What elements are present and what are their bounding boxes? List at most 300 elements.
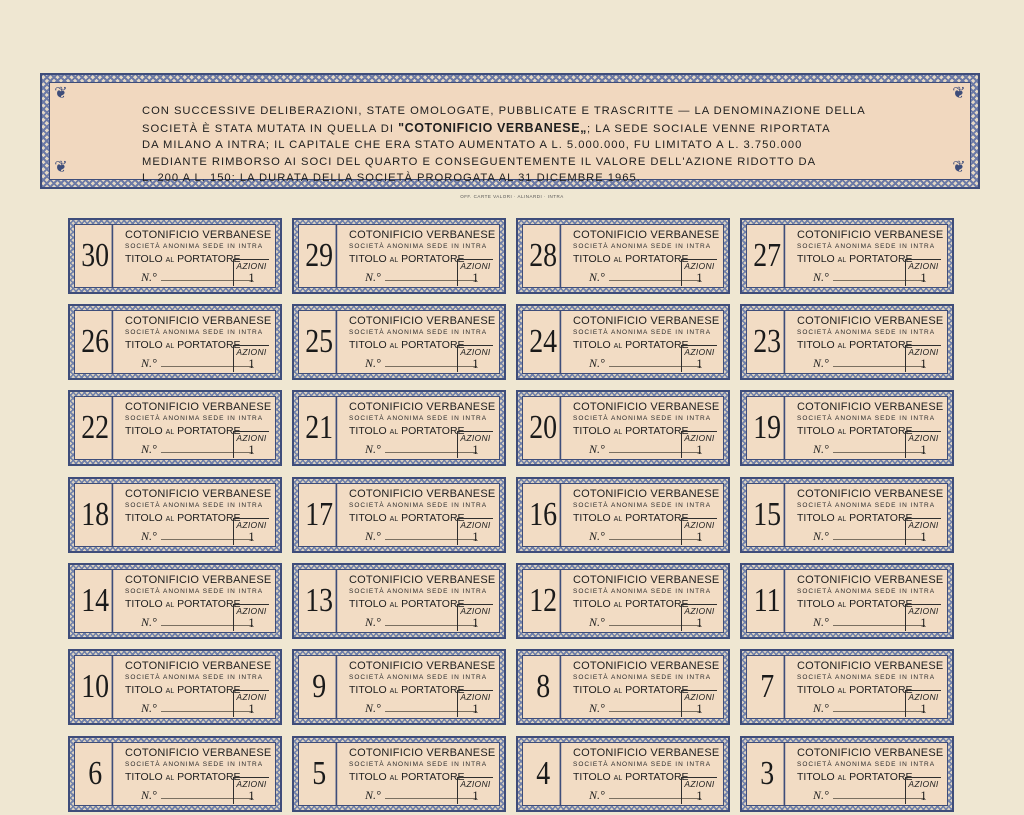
coupon-number-label: N.° [589,788,605,802]
coupon-shares-label: AZIONI [236,779,267,789]
coupon-number-label: N.° [813,529,829,543]
coupon-body [746,569,948,633]
coupon-portatore: PORTATORE [849,339,913,351]
coupon-portatore: PORTATORE [849,425,913,437]
coupon-company: COTONIFICIO VERBANESE [349,488,496,500]
coupon-shares-label: AZIONI [684,779,715,789]
coupon-body [522,742,724,806]
dividend-coupon [68,477,282,553]
coupon-al: AL [613,688,623,695]
coupon-number-label: N.° [589,529,605,543]
coupon-subtitle: SOCIETÀ ANONIMA SEDE IN INTRA [573,243,712,250]
coupon-shares-box [457,518,493,545]
coupon-shares-box [905,345,941,372]
coupon-subtitle: SOCIETÀ ANONIMA SEDE IN INTRA [349,502,488,509]
coupon-al: AL [389,688,399,695]
coupon-company: COTONIFICIO VERBANESE [797,660,944,672]
coupon-title [573,253,689,265]
dividend-coupon [516,477,730,553]
coupon-titolo: TITOLO [573,598,611,610]
coupon-company: COTONIFICIO VERBANESE [573,747,720,759]
coupon-shares-value: 1 [248,615,255,630]
coupon-number-label: N.° [589,615,605,629]
coupon-shares-value: 1 [248,442,255,457]
coupon-shares-label: AZIONI [684,520,715,530]
ornament-corner-icon: ❦ [952,85,966,102]
coupon-company: COTONIFICIO VERBANESE [125,229,272,241]
coupon-body [74,569,276,633]
coupon-titolo: TITOLO [573,684,611,696]
coupon-subtitle: SOCIETÀ ANONIMA SEDE IN INTRA [349,674,488,681]
notice-line-1: CON SUCCESSIVE DELIBERAZIONI, STATE OMOLOGATE, PUBBLICATE E TRASCRITTE — LA DENOMINAZIONE DELLA [142,105,866,117]
coupon-company: COTONIFICIO VERBANESE [573,401,720,413]
dividend-coupon [292,390,506,466]
coupon-shares-label: AZIONI [908,779,939,789]
coupon-title [125,253,241,265]
coupon-number-label: N.° [141,442,157,456]
coupon-shares-label: AZIONI [236,520,267,530]
coupon-company: COTONIFICIO VERBANESE [349,574,496,586]
coupon-shares-value: 1 [696,356,703,371]
dividend-coupon [516,649,730,725]
coupon-al: AL [837,602,847,609]
coupon-shares-value: 1 [248,529,255,544]
coupon-title [573,598,689,610]
coupon-body [298,396,500,460]
coupon-body [522,655,724,719]
coupon-title [125,339,241,351]
coupon-number: 21 [303,397,337,459]
coupon-shares-value: 1 [248,270,255,285]
coupon-shares-box [681,431,717,458]
coupon-shares-box [457,431,493,458]
dividend-coupon [292,563,506,639]
coupon-shares-label: AZIONI [908,520,939,530]
coupon-titolo: TITOLO [573,339,611,351]
coupon-shares-box [681,604,717,631]
coupon-number: 28 [527,225,561,287]
coupon-title [349,684,465,696]
dividend-coupon [516,736,730,812]
notice-line-2 [142,120,940,138]
coupon-shares-label: AZIONI [684,347,715,357]
coupon-company: COTONIFICIO VERBANESE [797,229,944,241]
coupon-number-label: N.° [589,701,605,715]
coupon-subtitle: SOCIETÀ ANONIMA SEDE IN INTRA [125,674,264,681]
coupon-number: 19 [751,397,785,459]
coupon-titolo: TITOLO [349,339,387,351]
coupon-number: 23 [751,311,785,373]
coupon-titolo: TITOLO [125,684,163,696]
coupon-body [74,224,276,288]
coupon-subtitle: SOCIETÀ ANONIMA SEDE IN INTRA [349,243,488,250]
notice-company-name: "COTONIFICIO VERBANESE„ [398,120,588,135]
coupon-portatore: PORTATORE [625,598,689,610]
coupon-shares-label: AZIONI [236,433,267,443]
coupon-portatore: PORTATORE [401,339,465,351]
coupon-al: AL [837,343,847,350]
coupon-shares-label: AZIONI [460,261,491,271]
coupon-shares-value: 1 [920,788,927,803]
notice-line-3: DA MILANO A INTRA; IL CAPITALE CHE ERA STATO AUMENTATO A L. 5.000.000, FU LIMITATO A L. 3.750.000 [142,139,803,151]
coupon-title [349,425,465,437]
coupon-title [797,339,913,351]
coupon-body [746,742,948,806]
coupon-subtitle: SOCIETÀ ANONIMA SEDE IN INTRA [797,243,936,250]
coupon-number-label: N.° [141,270,157,284]
coupon-al: AL [837,688,847,695]
coupon-portatore: PORTATORE [849,253,913,265]
coupon-title [797,512,913,524]
coupon-shares-value: 1 [472,270,479,285]
coupon-portatore: PORTATORE [177,253,241,265]
coupon-shares-box [681,259,717,286]
coupon-shares-label: AZIONI [236,692,267,702]
coupon-portatore: PORTATORE [177,598,241,610]
coupon-portatore: PORTATORE [849,771,913,783]
coupon-shares-box [681,345,717,372]
coupon-title [125,512,241,524]
coupon-portatore: PORTATORE [177,771,241,783]
coupon-shares-box [905,518,941,545]
notice-line-5: L. 200 A L. 150; LA DURATA DELLA SOCIETÀ PROROGATA AL 31 DICEMBRE 1965. [142,172,641,184]
coupon-shares-label: AZIONI [236,606,267,616]
coupon-al: AL [165,688,175,695]
coupon-al: AL [613,775,623,782]
coupon-titolo: TITOLO [349,598,387,610]
coupon-subtitle: SOCIETÀ ANONIMA SEDE IN INTRA [125,415,264,422]
coupon-number: 22 [79,397,113,459]
coupon-shares-value: 1 [920,529,927,544]
coupon-body [74,396,276,460]
coupon-company: COTONIFICIO VERBANESE [573,488,720,500]
dividend-coupon [516,304,730,380]
coupon-shares-value: 1 [472,788,479,803]
coupon-number: 30 [79,225,113,287]
coupon-shares-value: 1 [472,701,479,716]
notice-panel [40,73,980,189]
coupon-portatore: PORTATORE [849,598,913,610]
coupon-al: AL [389,516,399,523]
coupon-shares-box [233,345,269,372]
coupon-shares-value: 1 [920,270,927,285]
coupon-number-label: N.° [813,788,829,802]
coupon-title [797,425,913,437]
coupon-shares-label: AZIONI [460,606,491,616]
coupon-al: AL [613,602,623,609]
coupon-shares-box [681,690,717,717]
coupon-title [573,771,689,783]
dividend-coupon [516,563,730,639]
coupon-body [298,310,500,374]
coupon-shares-box [681,518,717,545]
coupon-al: AL [389,602,399,609]
coupon-company: COTONIFICIO VERBANESE [125,660,272,672]
coupon-shares-value: 1 [920,442,927,457]
coupon-shares-value: 1 [920,356,927,371]
coupon-body [746,396,948,460]
coupon-portatore: PORTATORE [625,339,689,351]
coupon-number: 3 [751,743,785,805]
coupon-number: 6 [79,743,113,805]
coupon-titolo: TITOLO [125,771,163,783]
coupon-titolo: TITOLO [797,512,835,524]
coupon-al: AL [837,257,847,264]
coupon-shares-label: AZIONI [908,347,939,357]
coupon-titolo: TITOLO [349,684,387,696]
dividend-coupon [68,218,282,294]
coupon-body [74,742,276,806]
coupon-al: AL [165,429,175,436]
coupon-title [349,598,465,610]
coupon-title [349,512,465,524]
coupon-shares-value: 1 [696,615,703,630]
coupon-company: COTONIFICIO VERBANESE [349,229,496,241]
coupon-title [573,512,689,524]
coupon-shares-box [233,604,269,631]
coupon-portatore: PORTATORE [625,684,689,696]
coupon-titolo: TITOLO [573,771,611,783]
coupon-company: COTONIFICIO VERBANESE [573,660,720,672]
dividend-coupon [740,390,954,466]
ornament-corner-icon: ❦ [54,159,68,176]
coupon-body [298,655,500,719]
coupon-titolo: TITOLO [573,253,611,265]
dividend-coupon [292,736,506,812]
coupon-al: AL [613,257,623,264]
coupon-portatore: PORTATORE [177,684,241,696]
coupon-shares-label: AZIONI [460,692,491,702]
coupon-shares-value: 1 [472,442,479,457]
coupon-titolo: TITOLO [349,253,387,265]
coupon-number: 24 [527,311,561,373]
coupon-number-label: N.° [141,701,157,715]
notice-line-4: MEDIANTE RIMBORSO AI SOCI DEL QUARTO E CONSEGUENTEMENTE IL VALORE DELL'AZIONE RIDOTTO DA [142,155,817,168]
coupon-number: 25 [303,311,337,373]
coupon-shares-box [233,259,269,286]
coupon-shares-value: 1 [920,701,927,716]
coupon-body [746,655,948,719]
coupon-number: 26 [79,311,113,373]
coupon-titolo: TITOLO [797,339,835,351]
coupon-shares-label: AZIONI [460,433,491,443]
coupon-shares-box [233,777,269,804]
coupon-shares-box [233,690,269,717]
coupon-number-label: N.° [365,701,381,715]
dividend-coupon [740,218,954,294]
coupon-portatore: PORTATORE [401,598,465,610]
coupon-portatore: PORTATORE [177,339,241,351]
coupon-subtitle: SOCIETÀ ANONIMA SEDE IN INTRA [573,674,712,681]
coupon-shares-label: AZIONI [460,779,491,789]
coupon-body [746,483,948,547]
coupon-shares-label: AZIONI [684,606,715,616]
coupon-shares-box [233,518,269,545]
coupon-company: COTONIFICIO VERBANESE [797,574,944,586]
coupon-shares-label: AZIONI [684,692,715,702]
coupon-subtitle: SOCIETÀ ANONIMA SEDE IN INTRA [797,329,936,336]
dividend-coupon [68,736,282,812]
coupon-company: COTONIFICIO VERBANESE [125,574,272,586]
coupon-body [522,483,724,547]
coupon-titolo: TITOLO [797,253,835,265]
coupon-shares-box [457,604,493,631]
coupon-body [522,310,724,374]
coupon-portatore: PORTATORE [177,425,241,437]
coupon-body [298,483,500,547]
coupon-titolo: TITOLO [349,512,387,524]
dividend-coupon [292,477,506,553]
coupon-title [797,684,913,696]
coupon-shares-label: AZIONI [684,261,715,271]
coupon-company: COTONIFICIO VERBANESE [125,488,272,500]
coupon-portatore: PORTATORE [401,253,465,265]
coupon-portatore: PORTATORE [625,771,689,783]
coupon-shares-box [457,259,493,286]
coupon-titolo: TITOLO [797,771,835,783]
coupon-number-label: N.° [365,270,381,284]
coupon-portatore: PORTATORE [401,425,465,437]
coupon-al: AL [837,429,847,436]
coupon-shares-value: 1 [248,788,255,803]
coupon-company: COTONIFICIO VERBANESE [349,315,496,327]
coupon-subtitle: SOCIETÀ ANONIMA SEDE IN INTRA [797,502,936,509]
coupon-shares-box [457,690,493,717]
coupon-number: 10 [79,656,113,718]
coupon-number-label: N.° [365,529,381,543]
coupon-title [573,339,689,351]
coupon-shares-value: 1 [472,356,479,371]
coupon-number: 4 [527,743,561,805]
coupon-number-label: N.° [141,529,157,543]
coupon-al: AL [165,257,175,264]
coupon-subtitle: SOCIETÀ ANONIMA SEDE IN INTRA [797,588,936,595]
printer-imprint: OFF. CARTE VALORI · ALINARDI · INTRA [460,194,564,199]
coupon-titolo: TITOLO [125,425,163,437]
dividend-coupon [740,736,954,812]
coupon-number-label: N.° [141,788,157,802]
coupon-titolo: TITOLO [125,339,163,351]
coupon-title [125,684,241,696]
coupon-al: AL [613,429,623,436]
coupon-shares-box [905,604,941,631]
coupon-title [797,253,913,265]
coupon-body [746,224,948,288]
coupon-subtitle: SOCIETÀ ANONIMA SEDE IN INTRA [797,415,936,422]
coupon-title [797,771,913,783]
coupon-number-label: N.° [589,270,605,284]
coupon-shares-box [905,259,941,286]
coupon-shares-box [905,777,941,804]
coupon-number: 18 [79,484,113,546]
coupon-company: COTONIFICIO VERBANESE [125,315,272,327]
dividend-coupon [516,218,730,294]
coupon-al: AL [389,429,399,436]
coupon-subtitle: SOCIETÀ ANONIMA SEDE IN INTRA [349,761,488,768]
coupon-company: COTONIFICIO VERBANESE [797,401,944,413]
coupon-title [125,598,241,610]
coupon-shares-value: 1 [472,529,479,544]
coupon-title [349,771,465,783]
coupon-body [74,483,276,547]
coupon-title [573,425,689,437]
coupon-subtitle: SOCIETÀ ANONIMA SEDE IN INTRA [573,329,712,336]
coupon-al: AL [389,257,399,264]
notice-line-2-post: ; LA SEDE SOCIALE VENNE RIPORTATA [587,122,831,135]
coupon-number-label: N.° [365,788,381,802]
coupon-shares-value: 1 [248,356,255,371]
coupon-al: AL [165,602,175,609]
coupon-company: COTONIFICIO VERBANESE [797,747,944,759]
coupon-number-label: N.° [365,615,381,629]
coupon-portatore: PORTATORE [401,771,465,783]
coupon-shares-label: AZIONI [908,433,939,443]
coupon-shares-box [905,690,941,717]
coupon-company: COTONIFICIO VERBANESE [573,229,720,241]
coupon-number: 5 [303,743,337,805]
coupon-body [746,310,948,374]
coupon-body [298,742,500,806]
coupon-body [74,310,276,374]
coupon-company: COTONIFICIO VERBANESE [797,488,944,500]
ornament-corner-icon: ❦ [952,159,966,176]
coupon-portatore: PORTATORE [625,425,689,437]
coupon-company: COTONIFICIO VERBANESE [125,401,272,413]
coupon-shares-label: AZIONI [684,433,715,443]
coupon-number: 20 [527,397,561,459]
coupon-portatore: PORTATORE [849,684,913,696]
coupon-al: AL [389,343,399,350]
coupon-title [125,425,241,437]
coupon-body [522,396,724,460]
coupon-titolo: TITOLO [573,512,611,524]
coupon-number: 29 [303,225,337,287]
coupon-number: 7 [751,656,785,718]
coupon-number-label: N.° [365,442,381,456]
dividend-coupon [740,649,954,725]
coupon-portatore: PORTATORE [625,253,689,265]
coupon-al: AL [165,516,175,523]
coupon-number: 14 [79,570,113,632]
coupon-subtitle: SOCIETÀ ANONIMA SEDE IN INTRA [125,588,264,595]
coupon-shares-value: 1 [696,701,703,716]
coupon-subtitle: SOCIETÀ ANONIMA SEDE IN INTRA [573,588,712,595]
coupon-al: AL [165,775,175,782]
coupon-shares-value: 1 [696,788,703,803]
coupon-subtitle: SOCIETÀ ANONIMA SEDE IN INTRA [349,329,488,336]
coupon-subtitle: SOCIETÀ ANONIMA SEDE IN INTRA [573,761,712,768]
coupon-shares-box [233,431,269,458]
coupon-titolo: TITOLO [797,684,835,696]
coupon-body [298,224,500,288]
coupon-number: 9 [303,656,337,718]
coupon-shares-value: 1 [920,615,927,630]
coupon-titolo: TITOLO [125,598,163,610]
coupon-titolo: TITOLO [797,598,835,610]
coupon-number-label: N.° [589,442,605,456]
coupon-portatore: PORTATORE [401,512,465,524]
coupon-number-label: N.° [813,615,829,629]
coupon-titolo: TITOLO [125,512,163,524]
coupon-shares-box [457,777,493,804]
coupon-number-label: N.° [141,356,157,370]
dividend-coupon [740,304,954,380]
coupon-number: 16 [527,484,561,546]
coupon-portatore: PORTATORE [401,684,465,696]
coupon-al: AL [389,775,399,782]
coupon-number-label: N.° [365,356,381,370]
coupon-portatore: PORTATORE [177,512,241,524]
